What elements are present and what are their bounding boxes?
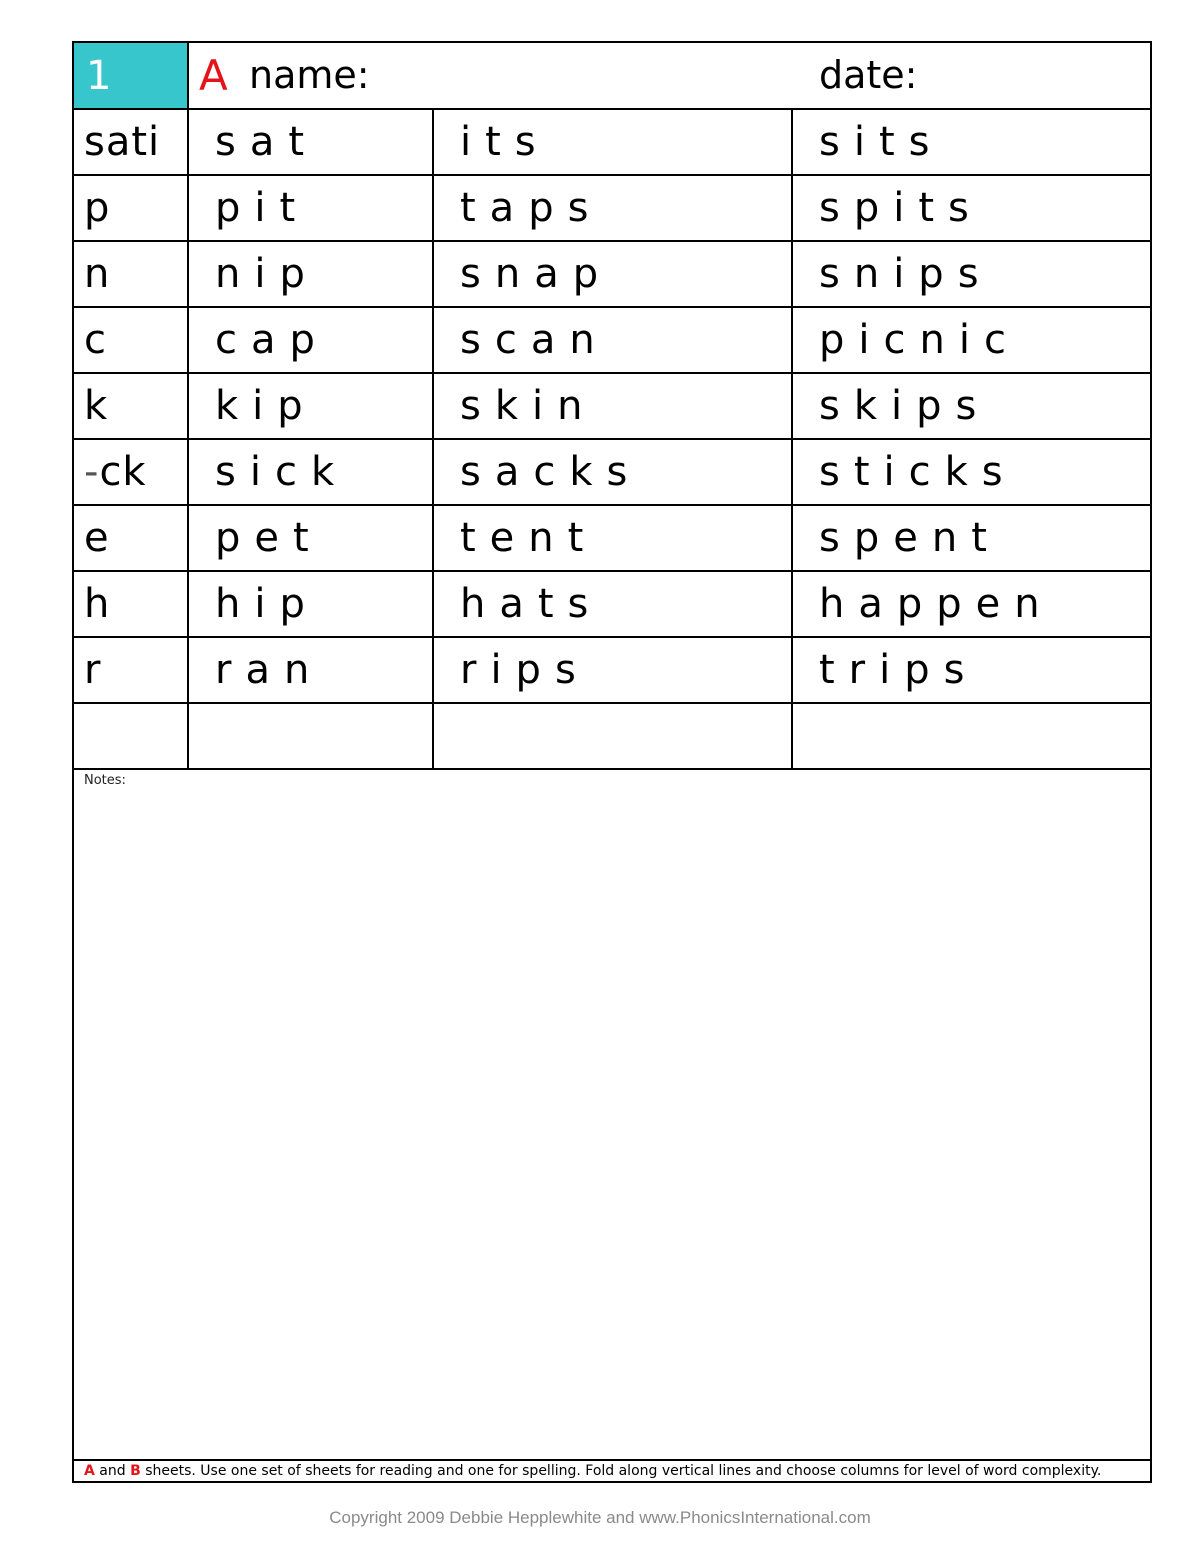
word-cell-1: sat — [188, 109, 433, 175]
sound-text: h — [84, 581, 111, 627]
word-row — [74, 175, 1150, 241]
worksheet — [72, 41, 1152, 1483]
word-cell-3: spits — [792, 175, 1150, 241]
word-cell-2: hats — [433, 571, 792, 637]
name-date-header — [188, 43, 1150, 109]
word-cell-3: snips — [792, 241, 1150, 307]
sound-cell — [74, 109, 188, 175]
word-cell-1: sick — [188, 439, 433, 505]
word-row — [74, 571, 1150, 637]
sound-cell — [74, 703, 188, 769]
word-cell-1: pet — [188, 505, 433, 571]
header-row — [74, 43, 1150, 109]
sound-cell — [74, 439, 188, 505]
copyright-notice: Copyright 2009 Debbie Hepplewhite and www.PhonicsInternational.com — [329, 1508, 871, 1527]
footer-text: sheets. Use one set of sheets for reading and one for spelling. Fold along vertical lines and choose columns for level of word complexity. — [140, 1463, 1102, 1479]
word-cell-1: kip — [188, 373, 433, 439]
word-cell-2: sacks — [433, 439, 792, 505]
word-cell-2: rips — [433, 637, 792, 703]
sound-text: p — [84, 185, 111, 231]
word-row — [74, 703, 1150, 769]
word-cell-2: skin — [433, 373, 792, 439]
sound-cell — [74, 241, 188, 307]
word-cell-3: happen — [792, 571, 1150, 637]
word-cell-2: taps — [433, 175, 792, 241]
sound-text: r — [84, 647, 102, 693]
word-cell-3: skips — [792, 373, 1150, 439]
word-cell-3: picnic — [792, 307, 1150, 373]
word-cell-3: sits — [792, 109, 1150, 175]
word-row — [74, 505, 1150, 571]
word-cell-1: hip — [188, 571, 433, 637]
word-row — [74, 109, 1150, 175]
word-row — [74, 373, 1150, 439]
footer-and: and — [94, 1463, 131, 1479]
word-cell-2: snap — [433, 241, 792, 307]
word-cell-1: cap — [188, 307, 433, 373]
sheet-number: 1 — [74, 43, 188, 109]
name-label: name: — [249, 53, 370, 97]
word-row — [74, 307, 1150, 373]
sound-cell — [74, 373, 188, 439]
sound-text: k — [84, 383, 109, 429]
sound-cell — [74, 571, 188, 637]
sound-cell — [74, 637, 188, 703]
word-table — [74, 43, 1150, 770]
footer-letter-b: B — [130, 1463, 141, 1479]
word-row — [74, 439, 1150, 505]
word-cell-2: its — [433, 109, 792, 175]
word-cell-1: ran — [188, 637, 433, 703]
footer-instructions — [84, 1463, 1101, 1479]
notes-label: Notes: — [84, 773, 126, 788]
sound-text: e — [84, 515, 110, 561]
word-cell-2 — [433, 703, 792, 769]
word-cell-1: nip — [188, 241, 433, 307]
word-cell-3: spent — [792, 505, 1150, 571]
word-cell-2: scan — [433, 307, 792, 373]
sound-text: sati — [84, 119, 161, 165]
sound-text: c — [84, 317, 107, 363]
word-cell-3: trips — [792, 637, 1150, 703]
sound-cell — [74, 505, 188, 571]
date-label: date: — [819, 53, 918, 97]
word-cell-3: sticks — [792, 439, 1150, 505]
sheet-letter: A — [199, 51, 228, 100]
word-cell-2: tent — [433, 505, 792, 571]
word-cell-3 — [792, 703, 1150, 769]
footer-letter-a: A — [84, 1463, 95, 1479]
sound-cell — [74, 307, 188, 373]
word-row — [74, 241, 1150, 307]
sound-text: n — [84, 251, 111, 297]
word-cell-1 — [188, 703, 433, 769]
sound-prefix: - — [84, 449, 100, 495]
word-cell-1: pit — [188, 175, 433, 241]
footer-divider — [74, 1459, 1150, 1461]
sound-cell — [74, 175, 188, 241]
sound-text: ck — [99, 449, 147, 495]
word-row — [74, 637, 1150, 703]
